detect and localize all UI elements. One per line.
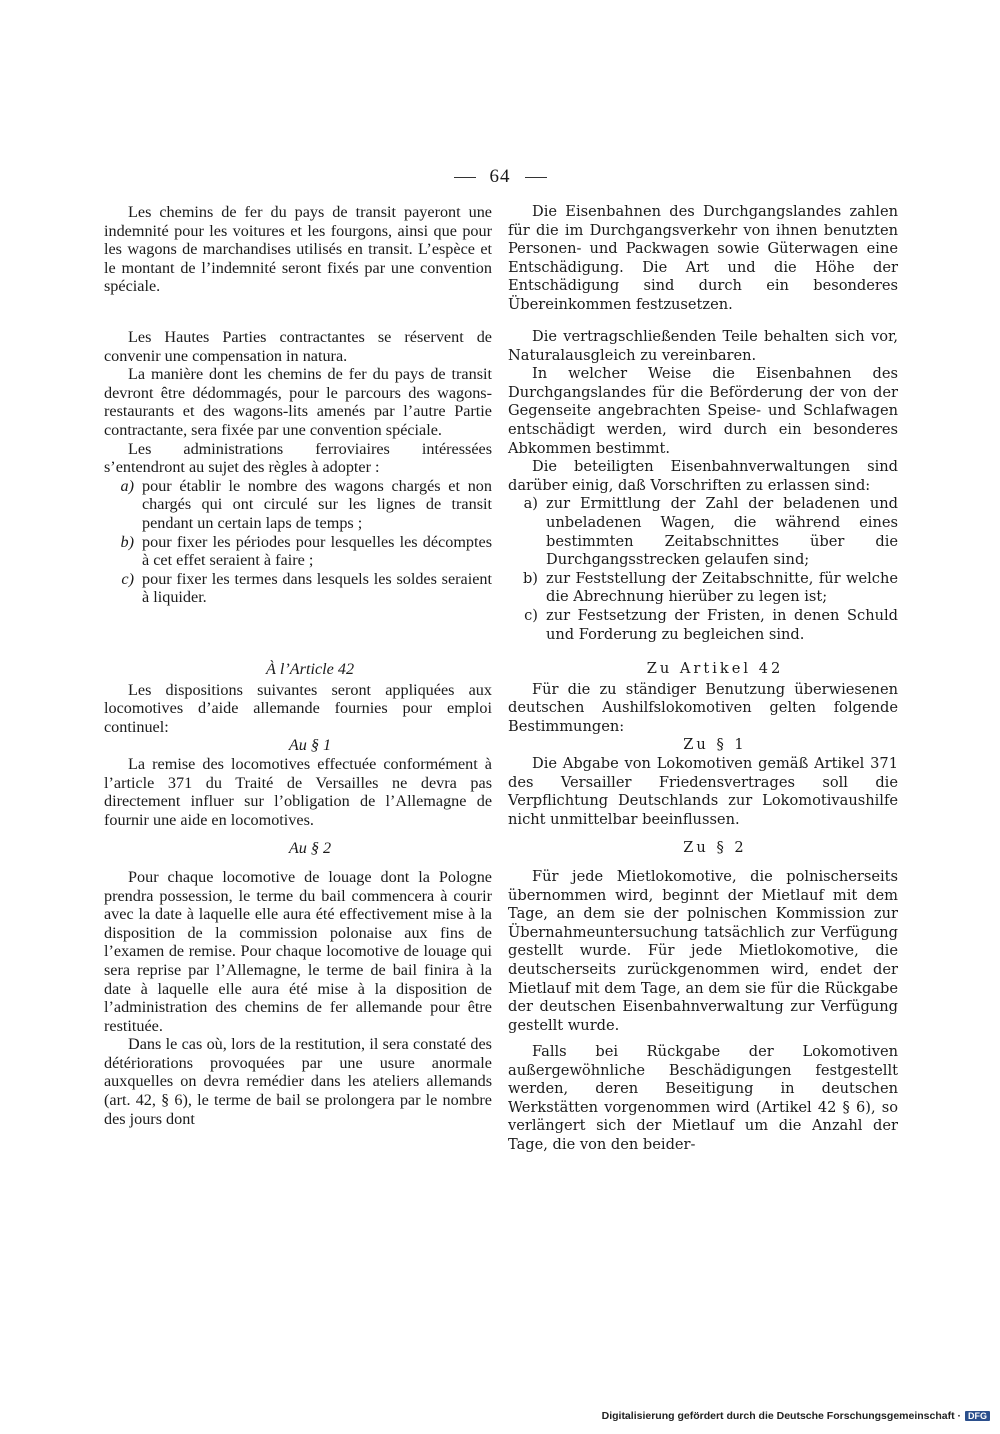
de-heading-article: Zu Artikel 42 <box>646 660 784 677</box>
de-paragraph: In welcher Weise die Eisenbahnen des Durchgangslandes für die Beförderung der von der Gegenseite angebrachten Speise- und Schlafwagen entschädigt werden, wird durch ein besonderes Abkommen bestimmt. <box>508 365 898 457</box>
fr-paragraph: La manière dont les chemins de fer du pays de transit devront être dédommagés, pour le parcours des wagons-restaurants et des wagons-lits amenés par l’autre Partie contractante, sera fixée par une convention spéciale. <box>104 365 492 439</box>
de-block-2 <box>508 328 898 644</box>
fr-heading-s2: Au § 2 <box>288 839 332 858</box>
list-text: pour fixer les termes dans lesquels les soldes seraient à liquider. <box>142 569 492 607</box>
fr-list-item <box>104 570 492 607</box>
dash-right <box>525 177 547 178</box>
dfg-logo-icon: DFG <box>965 1411 990 1421</box>
fr-paragraph: La remise des locomotives effectuée conformément à l’article 371 du Traité de Versailles ne devra pas directement influer sur l’obligation de l’Allemagne de fournir une aide en locomotives. <box>104 754 492 829</box>
fr-heading-article: À l’Article 42 <box>265 660 355 678</box>
de-paragraph: Die Abgabe von Lokomotiven gemäß Artikel 371 des Versailler Friedensvertrages soll die Verpflichtung Deutschlands zur Lokomotivaushilfe nicht unmittelbar beeinflussen. <box>508 754 898 828</box>
de-paragraph: Für die zu ständiger Benutzung überwiesenen deutschen Aushilfslokomotiven gelten folgende Bestimmungen: <box>508 680 898 735</box>
de-paragraph: Die Eisenbahnen des Durchgangslandes zahlen für die im Durchgangsverkehr von ihnen benutzten Personen- und Packwagen sowie Güterwagen eine Entschädigung. Die Art und die Höhe der Entschädigung sind durch ein besonderes Übereinkommen festzusetzen. <box>508 203 898 313</box>
fr-paragraph: Les dispositions suivantes seront appliquées aux locomotives d’aide allemande fournies pour emploi continuel: <box>104 680 492 736</box>
de-paragraph: Für jede Mietlokomotive, die polnischerseits übernommen wird, beginnt der Mietlauf mit dem Tage, an dem sie der polnischen Kommission zur Übernahmeuntersuchung tatsächlich zur Verfügung gestellt wurde. Für jede Mietlokomotive, die deutscherseits zurückgenommen wird, endet der Mietlauf mit dem Tage, an dem sie für die Rückgabe der deutschen Eisenbahnverwaltung zur Verfügung gestellt wurde. <box>508 867 898 1034</box>
de-list-item <box>508 607 898 644</box>
list-label: a) <box>120 476 134 495</box>
fr-list-item <box>104 477 492 533</box>
list-label: b) <box>522 569 538 587</box>
de-heading-s2: Zu § 2 <box>683 839 747 857</box>
list-text: pour fixer les périodes pour lesquelles les décomptes à cet effet seraient à faire ; <box>142 532 492 570</box>
page-number <box>0 166 1000 188</box>
fr-block-2 <box>104 328 492 607</box>
list-label: a) <box>523 495 538 513</box>
page-number-text: 64 <box>489 166 511 187</box>
list-text: pour établir le nombre des wagons chargés et non chargés qui ont circulé sur les lignes de transit pendant un certain laps de temps ; <box>142 476 492 532</box>
fr-paragraph: Les Hautes Parties contractantes se réservent de convenir une compensation in natura. <box>104 328 492 365</box>
footer-credit <box>602 1410 990 1422</box>
fr-paragraph: Les chemins de fer du pays de transit payeront une indemnité pour les voitures et les fourgons, ainsi que pour les wagons de marchandises utilisés en transit. L’espèce et le montant de l’indemnité seront fixés par une convention spéciale. <box>104 203 492 296</box>
de-block-3 <box>508 660 898 1035</box>
list-text: zur Feststellung der Zeitabschnitte, für welche die Abrechnung hierüber zu legen ist; <box>546 569 898 606</box>
fr-paragraph: Pour chaque locomotive de louage dont la Pologne prendra possession, le terme du bail commencera à courir avec la date à laquelle elle aura été effectivement mise à la disposition de la commission polonaise aux fins de l’examen de remise. Pour chaque locomotive de louage qui sera reprise par l’Allemagne, le terme de bail finira à la date à laquelle elle aura été mise à la disposition de l’administration des chemins de fer allemande pour être restituée. <box>104 867 492 1035</box>
fr-list-item <box>104 533 492 570</box>
fr-paragraph: Dans le cas où, lors de la restitution, il sera constaté des détériorations provoquées par une usure anormale auxquelles on devra remédier dans les ateliers allemands (art. 42, § 6), le terme de bail se prolongera par le nombre des jours dont <box>104 1035 492 1128</box>
dash-left <box>454 177 476 178</box>
list-label: c) <box>121 569 134 588</box>
list-label: c) <box>524 606 538 624</box>
fr-block-1 <box>104 203 492 296</box>
list-text: zur Ermittlung der Zahl der beladenen und unbeladenen Wagen, die während eines bestimmten Zeitabschnittes über die Durchgangsstrecken gelaufen sind; <box>546 495 898 569</box>
footer-text: Digitalisierung gefördert durch die Deutsche Forschungsgemeinschaft · <box>601 1410 961 1422</box>
de-block-4 <box>508 1043 898 1155</box>
de-paragraph: Die vertragschließenden Teile behalten sich vor, Naturalausgleich zu vereinbaren. <box>508 328 898 364</box>
de-block-1 <box>508 203 898 315</box>
de-paragraph: Die beteiligten Eisenbahnverwaltungen sind darüber einig, daß Vorschriften zu erlassen sind: <box>508 458 898 494</box>
fr-paragraph: Les administrations ferroviaires intéressées s’entendront au sujet des règles à adopter : <box>104 439 492 477</box>
list-label: b) <box>120 532 134 551</box>
list-text: zur Festsetzung der Fristen, in denen Schuld und Forderung zu begleichen sind. <box>546 606 898 643</box>
de-list-item <box>508 495 898 569</box>
de-paragraph: Falls bei Rückgabe der Lokomotiven außergewöhnliche Beschädigungen festgestellt werden, deren Beseitigung in deutschen Werkstätten vorgenommen wird (Artikel 42 § 6), so verlängert sich der Mietlauf um die Anzahl der Tage, die von den beider- <box>508 1043 898 1153</box>
de-heading-s1: Zu § 1 <box>683 736 747 754</box>
fr-heading-s1: Au § 1 <box>288 736 332 755</box>
fr-block-3 <box>104 660 492 1128</box>
de-list-item <box>508 570 898 607</box>
